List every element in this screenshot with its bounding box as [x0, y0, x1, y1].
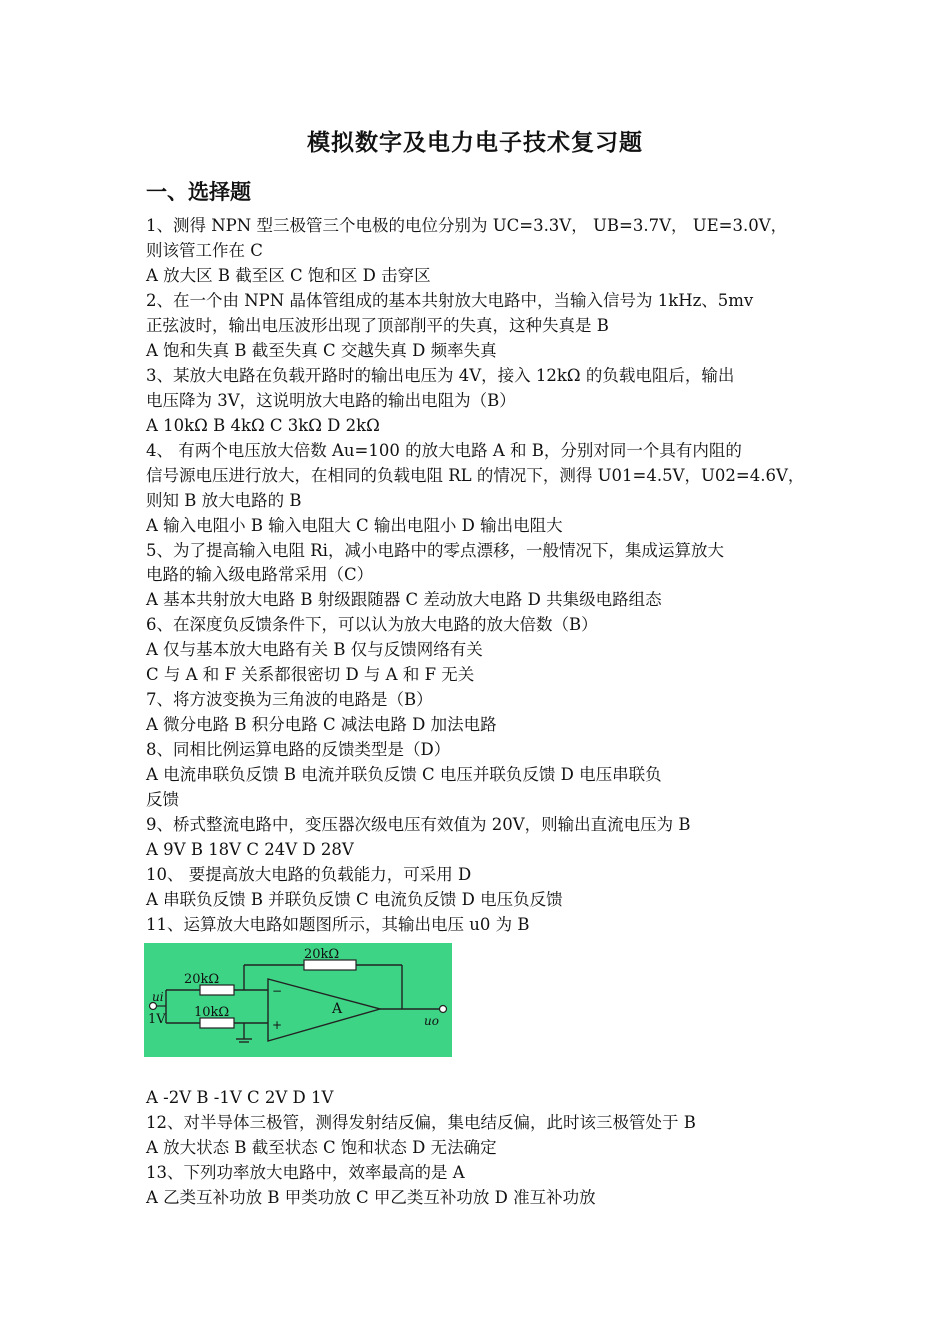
- circuit-background: [144, 943, 452, 1057]
- label-r-input: 20kΩ: [184, 972, 220, 987]
- text-line: 反馈: [146, 790, 179, 809]
- label-minus: −: [272, 984, 283, 998]
- text-line: 则知 B 放大电路的 B: [146, 491, 302, 510]
- text-line: 6、在深度负反馈条件下，可以认为放大电路的放大倍数（B）: [146, 615, 598, 634]
- text-line: 4、 有两个电压放大倍数 Au=100 的放大电路 A 和 B，分别对同一个具有内阻的: [146, 441, 742, 460]
- text-line: 10、 要提高放大电路的负载能力，可采用 D: [146, 865, 472, 884]
- label-r-feedback: 20kΩ: [304, 947, 340, 962]
- text-line: A 9V B 18V C 24V D 28V: [146, 840, 354, 859]
- text-line: A 输入电阻小 B 输入电阻大 C 输出电阻小 D 输出电阻大: [146, 516, 563, 535]
- text-line: C 与 A 和 F 关系都很密切 D 与 A 和 F 无关: [146, 665, 475, 684]
- text-line: A 基本共射放大电路 B 射级跟随器 C 差动放大电路 D 共集级电路组态: [146, 590, 662, 609]
- text-line: A 串联负反馈 B 并联负反馈 C 电流负反馈 D 电压负反馈: [146, 890, 563, 909]
- text-line: 正弦波时，输出电压波形出现了顶部削平的失真，这种失真是 B: [146, 316, 609, 335]
- label-output: uo: [424, 1014, 439, 1028]
- label-input-value: 1V: [148, 1012, 166, 1027]
- label-amp: A: [332, 1001, 343, 1017]
- text-line: 电压降为 3V，这说明放大电路的输出电阻为（B）: [146, 391, 516, 410]
- text-line: A -2V B -1V C 2V D 1V: [146, 1088, 334, 1107]
- label-r-ground: 10kΩ: [194, 1005, 230, 1020]
- page-title: 模拟数字及电力电子技术复习题: [307, 130, 643, 156]
- text-line: 9、桥式整流电路中，变压器次级电压有效值为 20V，则输出直流电压为 B: [146, 815, 691, 834]
- text-line: 7、将方波变换为三角波的电路是（B）: [146, 690, 433, 709]
- label-plus: +: [272, 1018, 283, 1032]
- text-line: 1、测得 NPN 型三极管三个电极的电位分别为 UC=3.3V， UB=3.7V， UE=3.0V，: [146, 216, 788, 235]
- text-line: A 放大区 B 截至区 C 饱和区 D 击穿区: [146, 266, 431, 285]
- label-input: ui: [152, 990, 164, 1004]
- text-line: 11、运算放大电路如题图所示，其输出电压 u0 为 B: [146, 915, 530, 934]
- text-line: A 仅与基本放大电路有关 B 仅与反馈网络有关: [146, 640, 483, 659]
- text-line: 2、在一个由 NPN 晶体管组成的基本共射放大电路中，当输入信号为 1kHz、5mv: [146, 291, 754, 310]
- output-terminal: [440, 1006, 447, 1013]
- text-line: 8、同相比例运算电路的反馈类型是（D）: [146, 740, 451, 759]
- text-line: 12、对半导体三极管，测得发射结反偏，集电结反偏，此时该三极管处于 B: [146, 1113, 696, 1132]
- text-line: A 电流串联负反馈 B 电流并联负反馈 C 电压并联负反馈 D 电压串联负: [146, 765, 662, 784]
- text-line: A 饱和失真 B 截至失真 C 交越失真 D 频率失真: [146, 341, 497, 360]
- text-line: 电路的输入级电路常采用（C）: [146, 565, 374, 584]
- text-line: 3、某放大电路在负载开路时的输出电压为 4V，接入 12kΩ 的负载电阻后，输出: [146, 366, 735, 385]
- section-heading: 一、选择题: [146, 180, 251, 204]
- text-line: A 乙类互补功放 B 甲类功放 C 甲乙类互补功放 D 准互补功放: [146, 1188, 596, 1207]
- text-line: 信号源电压进行放大，在相同的负载电阻 RL 的情况下，测得 U01=4.5V，U02=4.6V，: [146, 466, 805, 485]
- text-line: A 微分电路 B 积分电路 C 减法电路 D 加法电路: [146, 715, 497, 734]
- text-line: 5、为了提高输入电阻 Ri，减小电路中的零点漂移，一般情况下，集成运算放大: [146, 541, 724, 560]
- text-line: A 10kΩ B 4kΩ C 3kΩ D 2kΩ: [146, 416, 380, 435]
- text-line: A 放大状态 B 截至状态 C 饱和状态 D 无法确定: [146, 1138, 497, 1157]
- text-line: 则该管工作在 C: [146, 241, 263, 260]
- text-line: 13、下列功率放大电路中，效率最高的是 A: [146, 1163, 465, 1182]
- opamp-circuit-figure: [144, 943, 452, 1057]
